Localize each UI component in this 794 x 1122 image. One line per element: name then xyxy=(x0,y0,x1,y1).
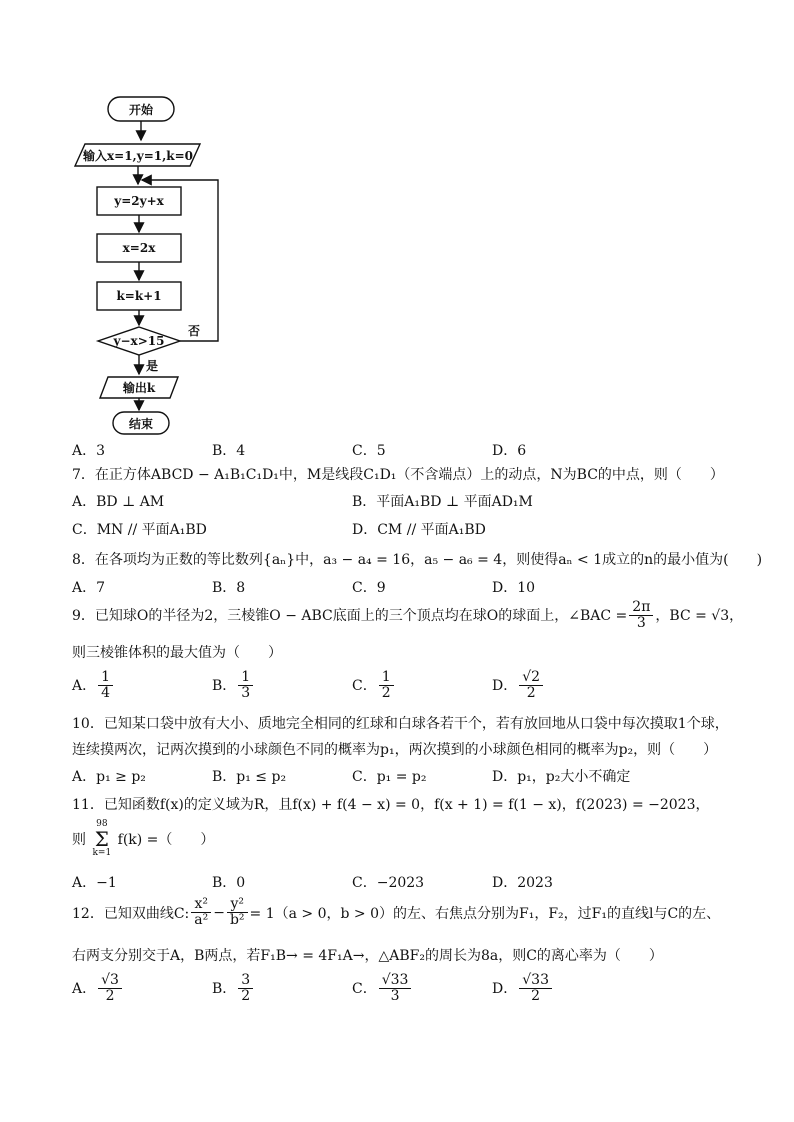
q12-rest: = 1（a > 0，b > 0）的左、右焦点分别为F₁，F₂，过F₁的直线l与C的左、 xyxy=(249,905,721,922)
q11-sum-sigma: Σ xyxy=(94,827,109,851)
q12-prefix: 12．已知双曲线C: xyxy=(72,905,190,922)
q11-option-b: B．0 xyxy=(212,875,246,891)
flowchart-no-label: 否 xyxy=(188,324,201,338)
q6-option-c: C．5 xyxy=(352,443,386,459)
q7-option-c: C．MN // 平面A₁BD xyxy=(72,522,207,538)
q9-option-c-num: 1 xyxy=(379,670,394,686)
q12-option-c-num: √33 xyxy=(379,973,412,989)
q9-angle-num: 2π xyxy=(629,600,653,616)
q10-line2: 连续摸两次，记两次摸到的小球颜色不同的概率为p₁，两次摸到的小球颜色相同的概率为p₂，则（ ） xyxy=(72,742,718,758)
q9-option-b xyxy=(212,670,255,702)
flowchart-yes-label: 是 xyxy=(146,359,159,373)
q9-option-a-den: 4 xyxy=(101,685,111,702)
q9-angle-fraction xyxy=(629,600,653,632)
q9-option-d-num: √2 xyxy=(519,670,543,686)
q8-option-a: A．7 xyxy=(72,580,106,596)
q12-minus: − xyxy=(213,904,225,921)
q6-option-d: D．6 xyxy=(492,443,527,459)
q9-option-a-num: 1 xyxy=(98,670,113,686)
q12-option-c-den: 3 xyxy=(390,988,400,1005)
q12-option-d-label: D． xyxy=(492,980,518,997)
q12-option-a xyxy=(72,973,124,1005)
q9-option-b-den: 3 xyxy=(241,685,251,702)
q12-option-b-label: B． xyxy=(212,980,237,997)
q8-stem: 8．在各项均为正数的等比数列{aₙ}中，a₃ − a₄ = 16，a₅ − a₆ = 4，则使得aₙ < 1成立的n的最小值为( ) xyxy=(72,552,763,568)
flowchart-step1-label: y=2y+x xyxy=(114,194,164,208)
q9-stem-part-a: 9．已知球O的半径为2，三棱锥O − ABC底面上的三个顶点均在球O的球面上，∠BAC = xyxy=(72,607,628,624)
q12-option-b-den: 2 xyxy=(241,988,251,1005)
flowchart xyxy=(60,92,320,437)
q12-option-b xyxy=(212,973,255,1005)
q10-option-c: C．p₁ = p₂ xyxy=(352,769,427,785)
flowchart-start-label: 开始 xyxy=(128,103,154,117)
q9-stem-line2: 则三棱锥体积的最大值为（ ） xyxy=(72,645,282,661)
q12-option-d-den: 2 xyxy=(531,988,541,1005)
q8-option-b: B．8 xyxy=(212,580,246,596)
q9-option-a xyxy=(72,670,115,702)
q12-f2-num: y² xyxy=(227,897,248,913)
q12-line2: 右两支分别交于A，B两点，若F₁B→ = 4F₁A→，△ABF₂的周长为8a，则C的离心率为（ ） xyxy=(72,948,663,964)
q11-option-a: A．−1 xyxy=(72,875,117,891)
flowchart-step3-label: k=k+1 xyxy=(116,289,162,303)
q10-option-b: B．p₁ ≤ p₂ xyxy=(212,769,287,785)
q9-angle-den: 3 xyxy=(636,615,646,632)
q12-f2-den: b² xyxy=(229,912,245,929)
q12-option-a-label: A． xyxy=(72,980,97,997)
q12-f1-den: a² xyxy=(194,912,209,929)
q7-option-d: D．CM // 平面A₁BD xyxy=(352,522,486,538)
q12-option-c xyxy=(352,973,413,1005)
q7-stem: 7．在正方体ABCD − A₁B₁C₁D₁中，M是线段C₁D₁（不含端点）上的动点，N为BC的中点，则（ ） xyxy=(72,467,724,483)
q9-stem xyxy=(72,600,743,632)
q11-line2 xyxy=(72,820,214,858)
flowchart-step2-label: x=2x xyxy=(122,241,156,255)
q7-option-a: A．BD ⊥ AM xyxy=(72,494,165,510)
q7-option-b: B．平面A₁BD ⊥ 平面AD₁M xyxy=(352,494,533,510)
q12-option-b-num: 3 xyxy=(238,973,253,989)
q12-option-d-num: √33 xyxy=(519,973,552,989)
flowchart-input-label: 输入x=1,y=1,k=0 xyxy=(82,149,194,163)
q9-option-b-label: B． xyxy=(212,677,237,694)
q9-option-c-label: C． xyxy=(352,677,377,694)
q9-option-d-label: D． xyxy=(492,677,518,694)
q9-stem-part-b: ，BC = √3， xyxy=(655,607,744,624)
q6-option-b: B．4 xyxy=(212,443,246,459)
q9-option-b-num: 1 xyxy=(238,670,253,686)
q8-option-d: D．10 xyxy=(492,580,536,596)
q9-option-c-den: 2 xyxy=(381,685,391,702)
q12-option-d xyxy=(492,973,554,1005)
q12-option-a-num: √3 xyxy=(98,973,122,989)
q11-sum-top: 98 xyxy=(96,819,108,829)
q6-option-a: A．3 xyxy=(72,443,106,459)
q10-line1: 10．已知某口袋中放有大小、质地完全相同的红球和白球各若干个，若有放回地从口袋中每次摸取1个球， xyxy=(72,716,729,732)
q9-option-d-den: 2 xyxy=(526,685,536,702)
q11-line2-prefix: 则 xyxy=(72,832,86,848)
q12-line1 xyxy=(72,897,720,929)
q12-option-c-label: C． xyxy=(352,980,377,997)
q8-option-c: C．9 xyxy=(352,580,386,596)
q10-option-d: D．p₁，p₂大小不确定 xyxy=(492,769,631,785)
q11-summation xyxy=(92,820,111,858)
q9-option-c xyxy=(352,670,396,702)
q11-option-d: D．2023 xyxy=(492,875,553,891)
q11-line2-suffix: f(k) =（ ） xyxy=(117,832,215,848)
q11-option-c: C．−2023 xyxy=(352,875,425,891)
flowchart-output-label: 输出k xyxy=(122,381,156,395)
q12-f1-num: x² xyxy=(191,897,211,913)
q11-line1: 11．已知函数f(x)的定义域为R，且f(x) + f(4 − x) = 0，f(x + 1) = f(1 − x)，f(2023) = −2023， xyxy=(72,797,710,813)
flowchart-condition-label: y−x>15 xyxy=(113,334,165,348)
q9-option-a-label: A． xyxy=(72,677,97,694)
q9-option-d xyxy=(492,670,545,702)
flowchart-end-label: 结束 xyxy=(128,417,154,431)
q10-option-a: A．p₁ ≥ p₂ xyxy=(72,769,146,785)
q11-sum-bottom: k=1 xyxy=(92,848,112,858)
q12-option-a-den: 2 xyxy=(105,988,115,1005)
